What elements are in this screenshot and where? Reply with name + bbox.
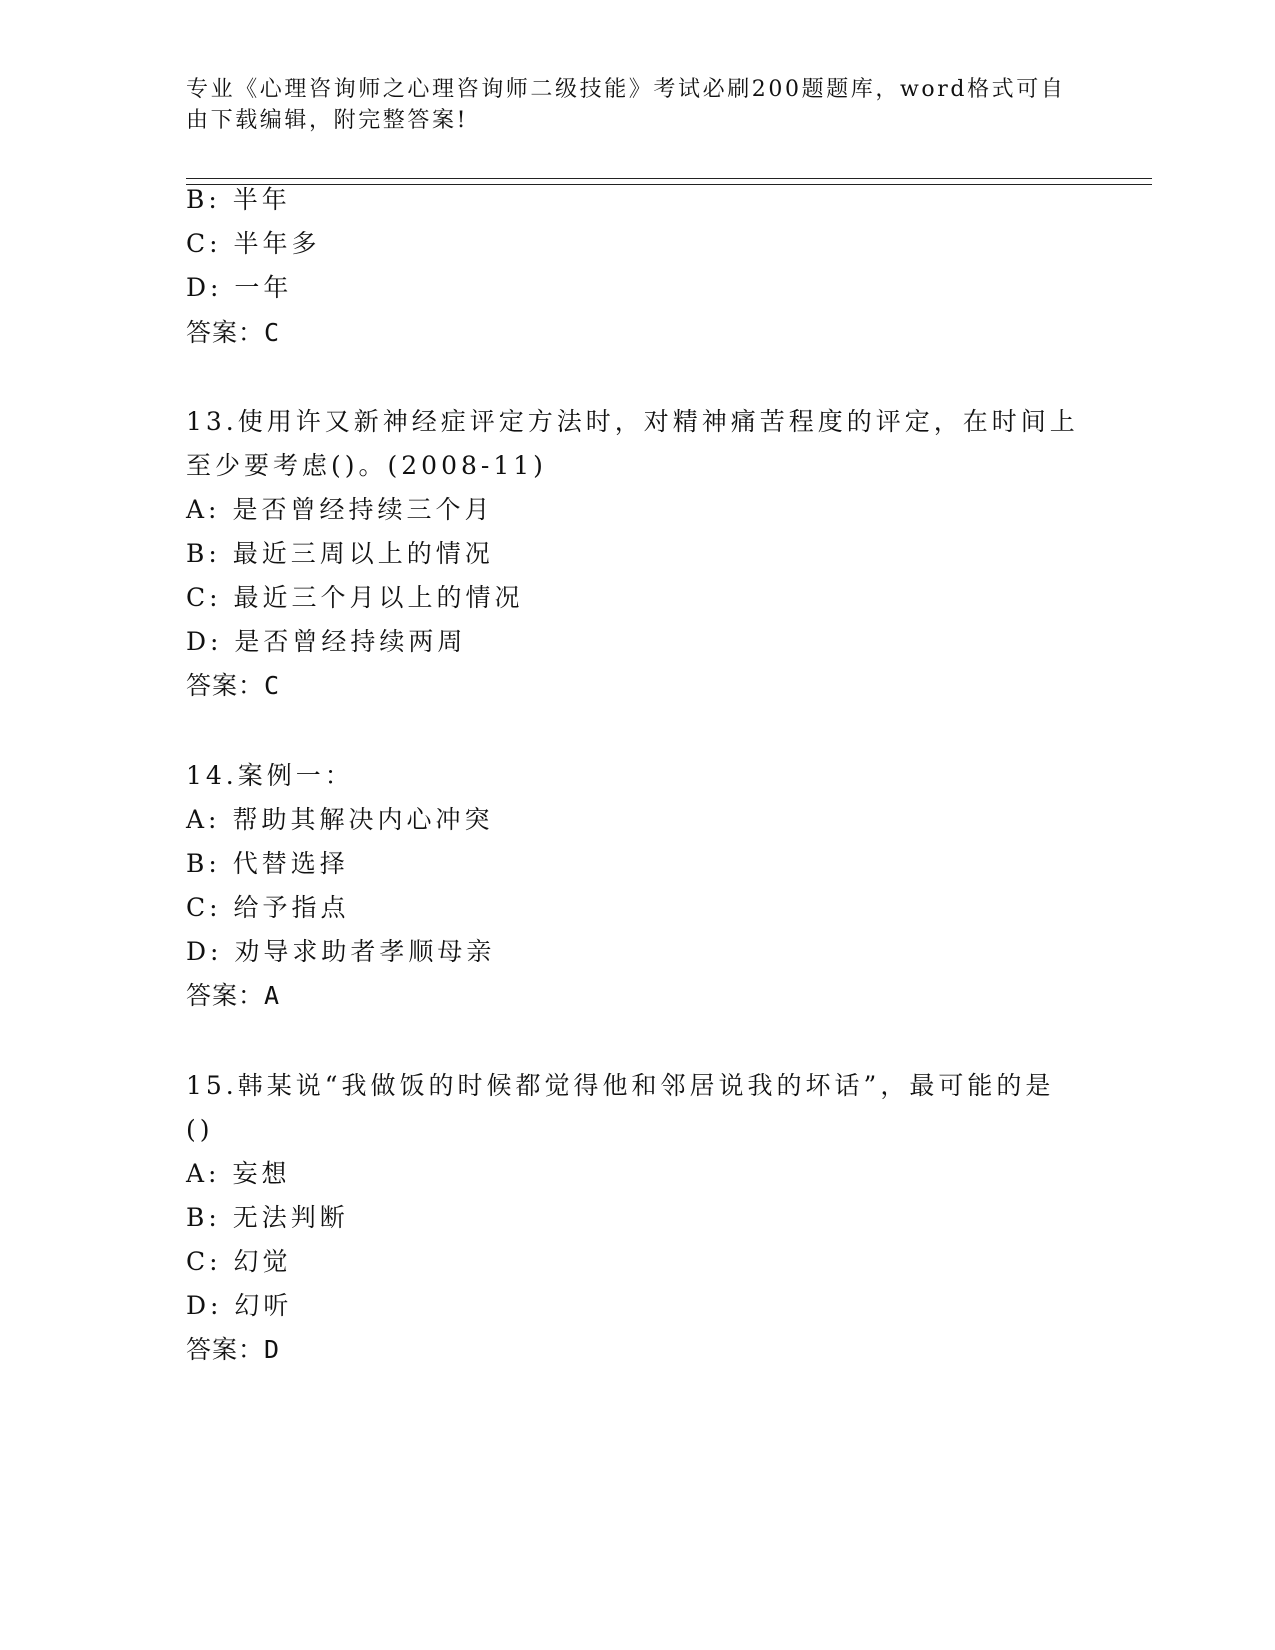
document-header: 专业《心理咨询师之心理咨询师二级技能》考试必刷200题题库，word格式可自由下载编辑，附完整答案!	[186, 77, 1066, 133]
option-key: D:	[186, 627, 223, 656]
option-a	[186, 495, 493, 525]
option-key: D:	[186, 273, 223, 302]
option-key: C:	[186, 1247, 222, 1276]
option-key: B:	[186, 1203, 221, 1232]
option-d	[186, 937, 495, 967]
option-key: B:	[186, 849, 221, 878]
option-b	[186, 539, 494, 569]
option-text: 妄想	[232, 1159, 291, 1188]
answer-line	[186, 671, 280, 701]
answer-value: A	[264, 981, 281, 1010]
option-text: 劝导求助者孝顺母亲	[234, 937, 496, 966]
option-a	[186, 1159, 290, 1189]
option-text: 幻觉	[233, 1247, 292, 1276]
answer-line	[186, 318, 280, 348]
option-text: 代替选择	[232, 849, 349, 878]
option-d	[186, 273, 292, 303]
option-text: 是否曾经持续三个月	[232, 495, 494, 524]
answer-label: 答案：	[186, 1335, 265, 1364]
answer-line	[186, 1335, 280, 1365]
option-text: 无法判断	[232, 1203, 349, 1232]
option-key: A:	[186, 805, 221, 834]
option-key: A:	[186, 495, 221, 524]
header-divider	[186, 178, 1152, 185]
option-key: D:	[186, 1291, 223, 1320]
option-c	[186, 1247, 292, 1277]
option-b	[186, 185, 291, 215]
question-13-stem: 13.使用许又新神经症评定方法时，对精神痛苦程度的评定，在时间上	[186, 407, 1079, 436]
option-text: 最近三周以上的情况	[232, 539, 494, 568]
option-text: 幻听	[234, 1291, 293, 1320]
option-d	[186, 1291, 292, 1321]
question-15-stem: 15.韩某说“我做饭的时候都觉得他和邻居说我的坏话”，最可能的是	[186, 1071, 1055, 1100]
option-b	[186, 849, 349, 879]
option-d	[186, 627, 466, 657]
option-key: D:	[186, 937, 223, 966]
option-c	[186, 583, 524, 613]
answer-label: 答案：	[186, 671, 265, 700]
option-key: B:	[186, 185, 221, 214]
question-13-stem-cont: 至少要考虑()。(2008-11)	[186, 451, 547, 480]
answer-value: D	[264, 1335, 281, 1364]
option-key: C:	[186, 229, 222, 258]
option-text: 一年	[234, 273, 293, 302]
option-key: C:	[186, 893, 222, 922]
question-14-stem: 14.案例一：	[186, 761, 354, 790]
answer-value: C	[264, 318, 281, 347]
option-c	[186, 229, 321, 259]
option-key: C:	[186, 583, 222, 612]
question-15-stem-cont: ()	[186, 1115, 214, 1144]
answer-label: 答案：	[186, 981, 265, 1010]
option-key: A:	[186, 1159, 221, 1188]
option-text: 帮助其解决内心冲突	[232, 805, 494, 834]
option-text: 最近三个月以上的情况	[233, 583, 524, 612]
answer-value: C	[264, 671, 281, 700]
answer-label: 答案：	[186, 318, 265, 347]
option-text: 半年多	[233, 229, 321, 258]
option-text: 半年	[232, 185, 291, 214]
option-c	[186, 893, 350, 923]
option-text: 给予指点	[233, 893, 350, 922]
option-a	[186, 805, 493, 835]
option-text: 是否曾经持续两周	[234, 627, 467, 656]
option-key: B:	[186, 539, 221, 568]
option-b	[186, 1203, 349, 1233]
answer-line	[186, 981, 280, 1011]
